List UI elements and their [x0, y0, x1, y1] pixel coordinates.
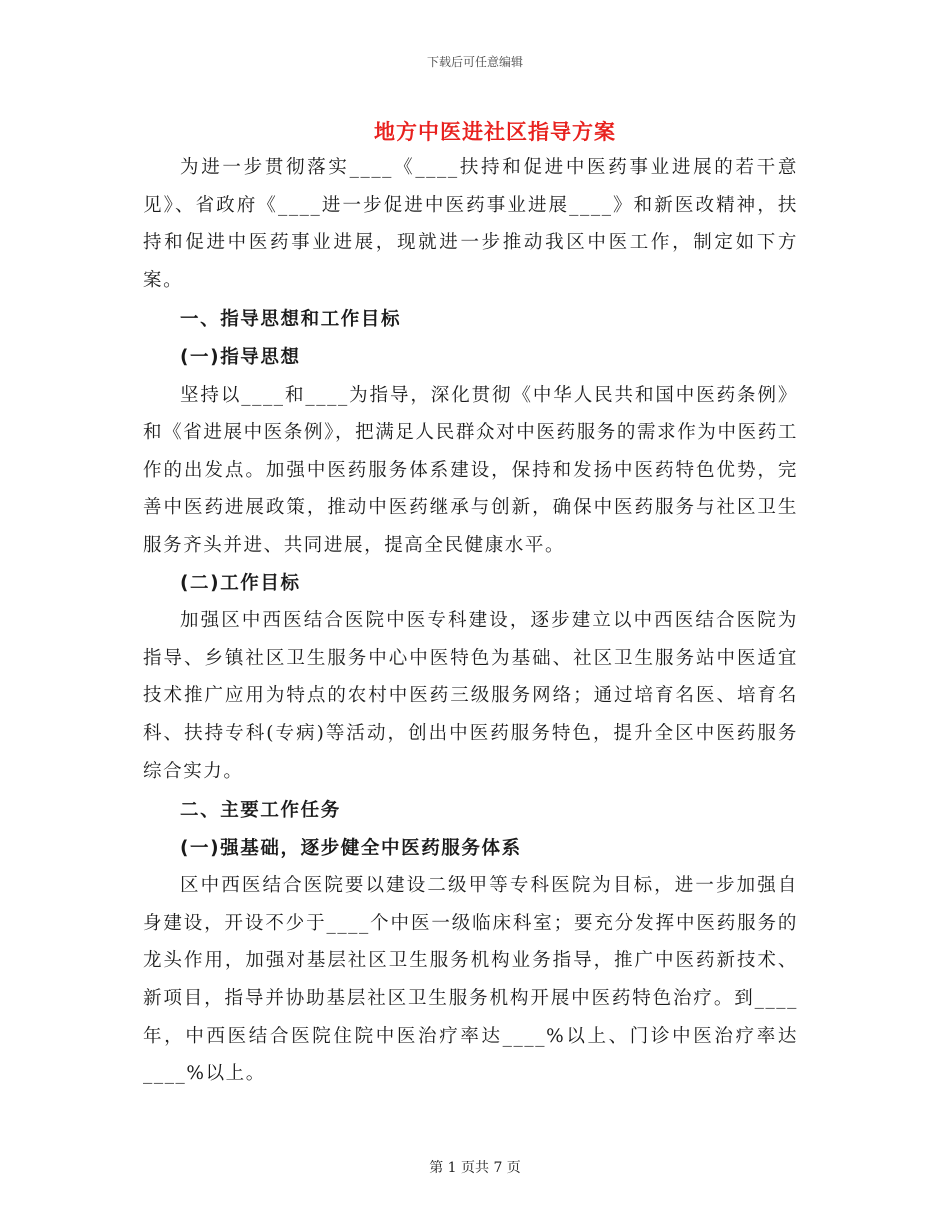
subsection-heading-guiding-ideology: (一)指导思想	[180, 346, 301, 368]
strengthen-foundation-paragraph: 区中西医结合医院要以建设二级甲等专科医院为目标，进一步加强自身建设，开设不少于____个中医一级临床科室；要充分发挥中医药服务的龙头作用，加强对基层社区卫生服务机构业务指导，推广中医药新技术、新项目，指导并协助基层社区卫生服务机构开展中医药特色治疗。到____年，中西医结合医院住院中医治疗率达____%以上、门诊中医治疗率达____%以上。	[143, 875, 798, 1085]
section-heading-1: 一、指导思想和工作目标	[180, 309, 402, 331]
page-footer: 第 1 页共 7 页	[429, 1160, 521, 1176]
work-goals-paragraph: 加强区中西医结合医院中医专科建设，逐步建立以中西医结合医院为指导、乡镇社区卫生服务中心中医特色为基础、社区卫生服务站中医适宜技术推广应用为特点的农村中医药三级服务网络；通过培育名医、培育名科、扶持专科(专病)等活动，创出中医药服务特色，提升全区中医药服务综合实力。	[143, 610, 798, 782]
intro-paragraph: 为进一步贯彻落实____《____扶持和促进中医药事业进展的若干意见》、省政府《____进一步促进中医药事业进展____》和新医改精神，扶持和促进中医药事业进展，现就进一步推动我区中医工作，制定如下方案。	[143, 157, 798, 291]
guiding-ideology-paragraph: 坚持以____和____为指导，深化贯彻《中华人民共和国中医药条例》和《省进展中医条例》，把满足人民群众对中医药服务的需求作为中医药工作的出发点。加强中医药服务体系建设，保持和发扬中医药特色优势，完善中医药进展政策，推动中医药继承与创新，确保中医药服务与社区卫生服务齐头并进、共同进展，提高全民健康水平。	[143, 384, 798, 556]
subsection-heading-work-goals: (二)工作目标	[180, 572, 301, 594]
document-body	[143, 149, 798, 1093]
document-title: 地方中医进社区指导方案	[374, 120, 616, 144]
section-heading-2: 二、主要工作任务	[180, 800, 341, 822]
subsection-heading-strengthen-foundation: (一)强基础，逐步健全中医药服务体系	[180, 837, 522, 859]
page-header: 下载后可任意编辑	[426, 55, 523, 69]
